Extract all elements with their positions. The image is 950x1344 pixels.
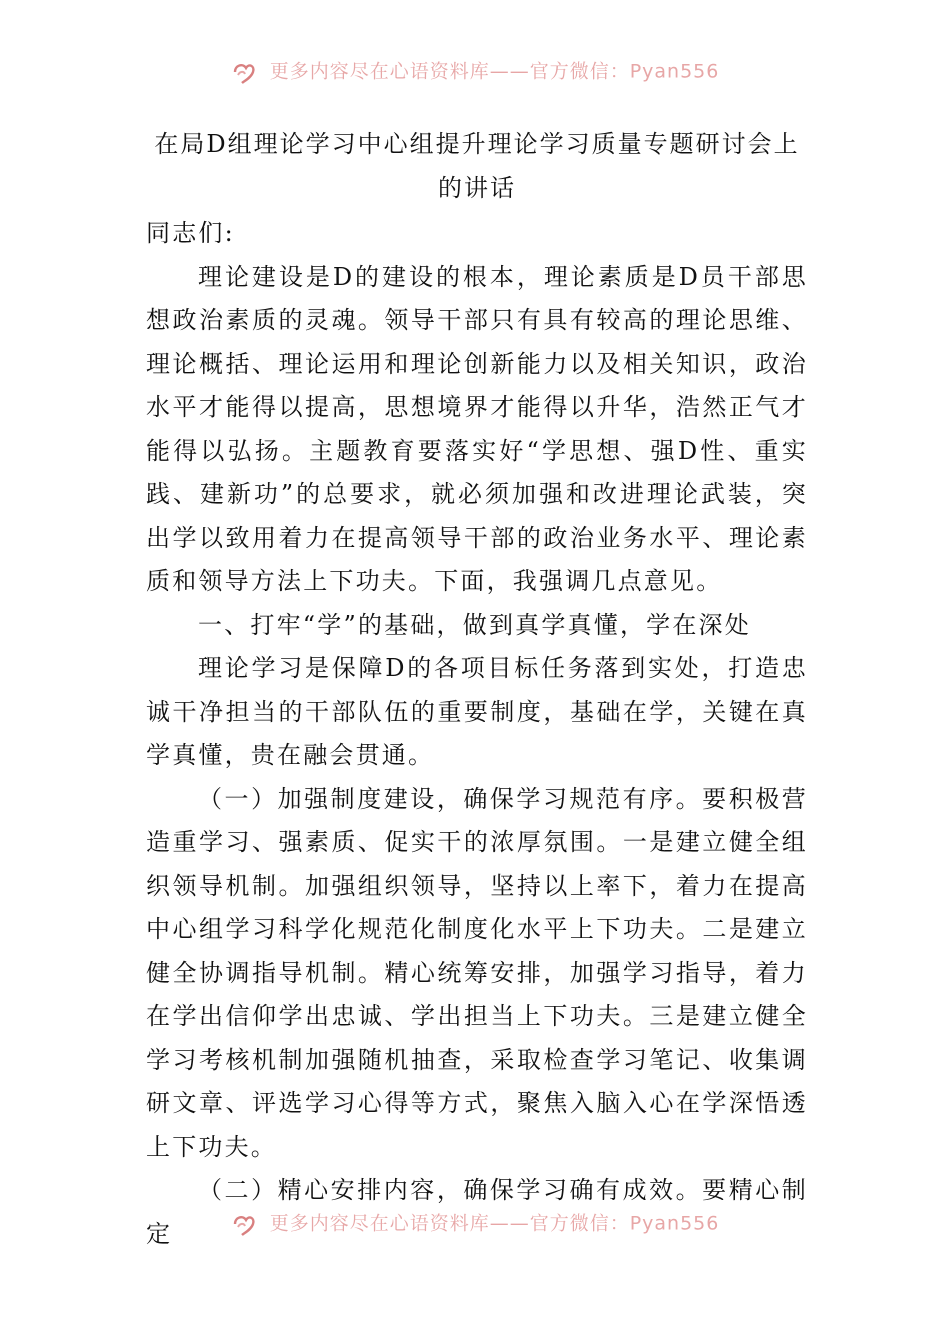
salutation: 同志们: [146, 219, 235, 247]
watermark-header [0, 54, 950, 88]
section-heading: 一、打牢“学”的基础，做到真学真懂，学在深处 [198, 610, 751, 639]
watermark-text: 更多内容尽在心语资料库——官方微信：Pyan556 [269, 60, 720, 83]
paragraph: 理论学习是保障D的各项目标任务落到实处，打造忠诚干净担当的干部队伍的重要制度，基础在学，关键在真学真懂，贵在融会贯通。 [146, 654, 808, 769]
watermark-footer [0, 1206, 950, 1240]
watermark-text: 更多内容尽在心语资料库——官方微信：Pyan556 [269, 1212, 720, 1235]
paragraph: 理论建设是D的建设的根本，理论素质是D员干部思想政治素质的灵魂。领导干部只有具有较高的理论思维、理论概括、理论运用和理论创新能力以及相关知识，政治水平才能得以提高，思想境界才能得以升华，浩然正气才能得以弘扬。主题教育要落实好“学思想、强D性、重实践、建新功”的总要求，就必须加强和改进理论武装，突出学以致用着力在提高领导干部的政治业务水平、理论素质和领导方法上下功夫。下面，我强调几点意见。 [146, 262, 808, 595]
paragraph: （二）精心安排内容，确保学习确有成效。要精心制定 [146, 1176, 808, 1248]
logo-icon [231, 59, 257, 85]
logo-icon [231, 1211, 257, 1237]
document-title: 在局D组理论学习中心组提升理论学习质量专题研讨会上的讲话 [154, 130, 800, 202]
paragraph: （一）加强制度建设，确保学习规范有序。要积极营造重学习、强素质、促实干的浓厚氛围。一是建立健全组织领导机制。加强组织领导，坚持以上率下，着力在提高中心组学习科学化规范化制度化水平上下功夫。二是建立健全协调指导机制。精心统筹安排，加强学习指导，着力在学出信仰学出忠诚、学出担当上下功夫。三是建立健全学习考核机制加强随机抽查，采取检查学习笔记、收集调研文章、评选学习心得等方式，聚焦入脑入心在学深悟透上下功夫。 [146, 784, 808, 1161]
document-body [146, 122, 808, 1256]
